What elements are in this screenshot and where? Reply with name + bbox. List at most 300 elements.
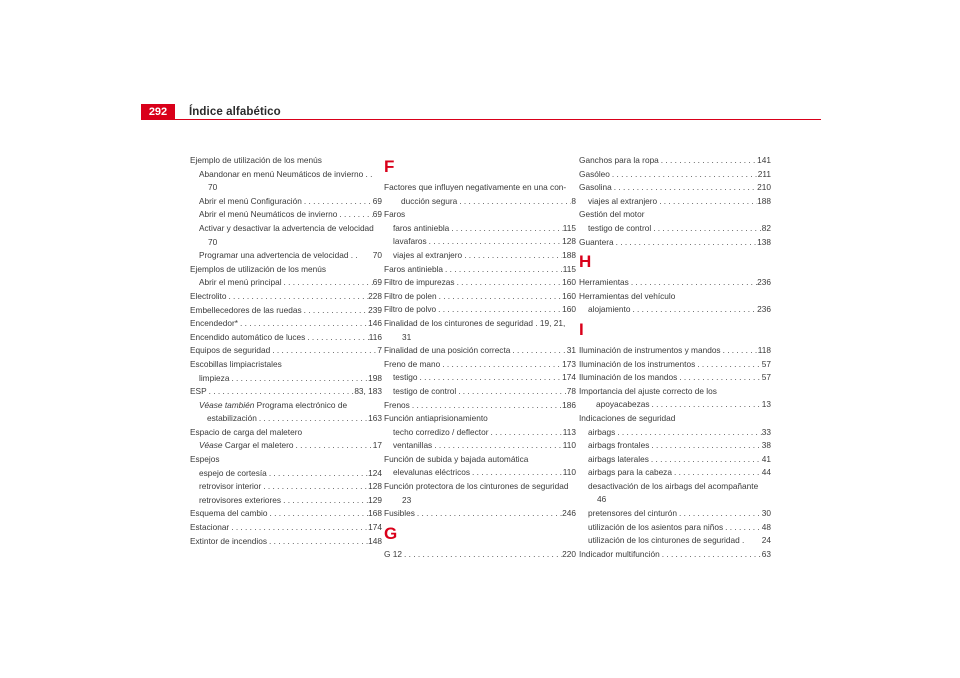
index-entry xyxy=(190,304,382,318)
dot-leader xyxy=(488,426,562,440)
index-entry-text xyxy=(588,195,657,209)
index-entry xyxy=(579,453,771,467)
index-letter-heading: H xyxy=(579,252,592,272)
index-entry-text xyxy=(579,371,677,385)
index-entry xyxy=(579,236,771,250)
index-entry-text xyxy=(384,507,415,521)
index-entry-label: Iluminación de los mandos xyxy=(579,372,678,383)
index-page-ref: 198 xyxy=(368,372,382,383)
index-entry-text xyxy=(384,548,402,562)
index-entry-label: testigo de control xyxy=(588,222,652,233)
index-entry-text xyxy=(199,439,294,453)
index-entry-text xyxy=(579,208,644,222)
index-entry xyxy=(579,181,771,195)
index-entry-text xyxy=(190,535,267,549)
index-entry-text xyxy=(190,453,220,467)
dot-leader xyxy=(267,535,368,549)
index-entry-text xyxy=(190,317,238,331)
index-letter-heading: F xyxy=(384,157,395,176)
index-page-ref: 129 xyxy=(368,494,382,505)
index-entry-label: viajes al extranjero xyxy=(393,249,463,260)
index-entry-text xyxy=(588,534,744,548)
index-page-ref: 7 xyxy=(377,345,382,356)
index-entry-text xyxy=(393,222,449,236)
index-entry xyxy=(384,548,576,562)
index-page-ref: 228 xyxy=(368,290,382,301)
index-entry xyxy=(579,439,771,453)
index-entry xyxy=(190,372,382,386)
index-page-ref: 24 xyxy=(761,535,771,546)
dot-leader xyxy=(456,385,567,399)
dot-leader xyxy=(672,466,762,480)
index-entry xyxy=(190,358,382,372)
index-entry xyxy=(384,317,576,344)
index-entry-text xyxy=(579,358,695,372)
dot-leader xyxy=(294,439,373,453)
index-entry xyxy=(579,521,771,535)
dot-leader xyxy=(660,548,762,562)
index-entry xyxy=(579,412,771,426)
index-page-ref: 160 xyxy=(562,277,576,288)
index-entry xyxy=(579,208,771,222)
index-entry xyxy=(190,494,382,508)
dot-leader xyxy=(226,290,368,304)
index-page-ref: 211 xyxy=(757,168,771,179)
index-page-ref: 236 xyxy=(757,277,771,288)
index-entry-label: testigo xyxy=(393,372,418,383)
index-entry-text xyxy=(384,303,436,317)
index-entry-label: Filtro de polvo xyxy=(384,304,437,315)
index-entry xyxy=(384,344,576,358)
index-page-ref-continued: 23 xyxy=(402,494,412,505)
index-entry-text xyxy=(190,154,322,168)
index-entry-text xyxy=(384,412,488,426)
index-entry-text xyxy=(199,276,282,290)
index-entry-text xyxy=(190,507,267,521)
index-entry xyxy=(579,548,771,562)
index-page-ref-continued: 31 xyxy=(402,331,412,342)
index-entry-text xyxy=(384,358,440,372)
index-entry-label: Faros xyxy=(384,209,406,220)
index-see-also: Véase también xyxy=(199,399,255,410)
index-entry-label: Filtro de impurezas xyxy=(384,277,455,288)
index-entry-label: airbags para la cabeza xyxy=(588,467,672,478)
index-entry-text xyxy=(199,480,261,494)
index-entry-text xyxy=(401,195,457,209)
page-number-badge xyxy=(141,104,175,120)
dot-leader xyxy=(440,358,562,372)
index-entry-text xyxy=(199,195,302,209)
dot-leader xyxy=(261,480,368,494)
index-entry xyxy=(190,195,382,209)
index-entry-text xyxy=(207,412,257,426)
dot-leader xyxy=(650,398,762,412)
index-entry-text xyxy=(579,385,717,399)
index-page-ref: 69 xyxy=(372,195,382,206)
index-page-ref: 69 xyxy=(372,277,382,288)
index-page-ref: 188 xyxy=(562,249,576,260)
index-entry-label: Gasóleo xyxy=(579,168,610,179)
index-entry xyxy=(190,208,382,222)
index-entry-label: Iluminación de instrumentos y mandos xyxy=(579,344,721,355)
index-page-ref: 173 xyxy=(562,358,576,369)
dot-leader xyxy=(677,371,762,385)
index-entry xyxy=(190,535,382,549)
index-entry-text xyxy=(190,385,207,399)
index-entry-label: Abrir el menú Neumáticos de invierno xyxy=(199,209,338,220)
dot-leader xyxy=(462,249,562,263)
index-entry-label: utilización de los asientos para niños xyxy=(588,521,724,532)
index-entry-label: Extintor de incendios xyxy=(190,535,268,546)
index-entry xyxy=(190,399,382,413)
dot-leader xyxy=(510,344,566,358)
index-entry-label: Encendedor* xyxy=(190,318,238,329)
index-entry-text xyxy=(579,236,614,250)
index-entry-text xyxy=(579,181,612,195)
index-page-ref: 174 xyxy=(562,372,576,383)
index-column-middle xyxy=(384,154,576,561)
dot-leader xyxy=(630,303,757,317)
index-entry-label: Finalidad de una posición correcta xyxy=(384,345,511,356)
index-page-ref-continued: 70 xyxy=(208,236,218,247)
index-entry xyxy=(384,507,576,521)
index-entry-label: apoyacabezas xyxy=(596,399,650,410)
index-entry-label: Indicador multifunción xyxy=(579,548,660,559)
index-page-ref: 138 xyxy=(757,236,771,247)
index-entry xyxy=(190,222,382,249)
index-entry-label: ventanillas xyxy=(393,440,433,451)
index-entry xyxy=(579,371,771,385)
index-entry xyxy=(579,385,771,399)
dot-leader xyxy=(695,358,762,372)
index-entry-label: Electrolito xyxy=(190,290,227,301)
index-entry-label: retrovisores exteriores xyxy=(199,494,282,505)
dot-leader xyxy=(432,439,563,453)
index-entry xyxy=(579,480,771,507)
index-entry-label: Herramientas xyxy=(579,277,629,288)
index-entry xyxy=(579,195,771,209)
index-entry xyxy=(384,358,576,372)
index-page-ref: 110 xyxy=(562,440,576,451)
index-page-ref: 124 xyxy=(368,467,382,478)
dot-leader xyxy=(427,235,562,249)
index-entry xyxy=(190,154,382,168)
index-entry-label: G 12 xyxy=(384,548,402,559)
index-entry xyxy=(579,154,771,168)
header-divider xyxy=(175,119,821,120)
index-entry-text xyxy=(579,154,659,168)
dot-leader xyxy=(610,168,758,182)
index-entry-label: ducción segura xyxy=(401,195,458,206)
index-entry-label: Espacio de carga del maletero xyxy=(190,426,303,437)
index-entry-label: Función protectora de los cinturones de seguridad xyxy=(384,481,569,492)
index-see-also: Véase xyxy=(199,440,223,451)
index-page-ref: 239 xyxy=(368,304,382,315)
dot-leader xyxy=(455,276,563,290)
index-entry-text xyxy=(190,521,229,535)
index-entry xyxy=(190,263,382,277)
index-page-ref: 31 xyxy=(566,345,576,356)
index-entry-text xyxy=(190,290,226,304)
index-entry-text xyxy=(588,439,649,453)
dot-leader xyxy=(657,195,757,209)
index-entry-text xyxy=(199,168,372,182)
index-entry xyxy=(579,276,771,290)
dot-leader xyxy=(443,263,563,277)
dot-leader xyxy=(270,344,377,358)
index-entry-label: limpieza xyxy=(199,372,230,383)
index-entry-label: Ganchos para la ropa xyxy=(579,155,659,165)
index-entry-label: Programa electrónico de xyxy=(254,399,348,410)
dot-leader xyxy=(337,208,372,222)
index-page-ref: 69 xyxy=(372,209,382,220)
index-page-ref: 110 xyxy=(562,467,576,478)
index-page-ref: 38 xyxy=(761,440,771,451)
index-page-ref: 70 xyxy=(372,250,382,261)
index-page-ref: 44 xyxy=(761,467,771,478)
index-entry-label: Escobillas limpiacristales xyxy=(190,358,282,369)
index-entry xyxy=(384,399,576,413)
index-entry xyxy=(384,208,576,222)
index-entry xyxy=(190,426,382,440)
index-entry xyxy=(190,480,382,494)
index-entry-label: utilización de los cinturones de seguridad . xyxy=(588,535,745,546)
dot-leader xyxy=(282,276,373,290)
index-entry xyxy=(384,453,576,467)
index-entry-text xyxy=(199,222,374,236)
index-page-ref: 41 xyxy=(761,453,771,464)
index-page-ref: 115 xyxy=(562,222,576,233)
index-entry-label: Freno de mano xyxy=(384,358,441,369)
dot-leader xyxy=(649,453,762,467)
index-entry-text xyxy=(384,344,510,358)
index-entry-label: Ejemplos de utilización de los menús xyxy=(190,263,327,274)
index-page-ref-continued: 70 xyxy=(208,182,218,193)
index-entry-label: airbags frontales xyxy=(588,440,650,451)
index-entry-label: Abrir el menú principal xyxy=(199,277,282,288)
index-entry-label: Filtro de polen xyxy=(384,290,437,301)
index-entry xyxy=(579,290,771,304)
index-entry-label: Función antiaprisionamiento xyxy=(384,413,488,424)
index-entry xyxy=(190,439,382,453)
dot-leader xyxy=(410,399,562,413)
index-entry-text xyxy=(190,426,302,440)
index-page-ref: 33 xyxy=(761,426,771,437)
index-entry xyxy=(579,303,771,317)
dot-leader xyxy=(612,181,757,195)
dot-leader xyxy=(257,412,368,426)
index-entry-text xyxy=(596,398,650,412)
index-entry-label: techo corredizo / deflector xyxy=(393,426,489,437)
index-entry xyxy=(579,398,771,412)
index-page-ref: 17 xyxy=(372,440,382,451)
index-page-ref: 78 xyxy=(566,385,576,396)
index-page-ref: 210 xyxy=(757,182,771,193)
index-page-ref: 148 xyxy=(368,535,382,546)
index-entry xyxy=(190,467,382,481)
index-entry-text xyxy=(190,344,270,358)
index-entry-text xyxy=(384,317,565,331)
index-entry xyxy=(579,534,771,548)
index-entry-label: faros antiniebla xyxy=(393,222,450,233)
index-page-ref: 174 xyxy=(368,522,382,533)
index-page-ref: 13 xyxy=(761,399,771,410)
index-entry-text xyxy=(579,168,610,182)
index-entry xyxy=(579,507,771,521)
index-entry-text xyxy=(393,249,462,263)
index-entry-text xyxy=(393,439,432,453)
index-entry xyxy=(190,276,382,290)
dot-leader xyxy=(281,494,368,508)
index-entry-label: ESP xyxy=(190,386,207,397)
index-entry-label: Encendido automático de luces xyxy=(190,331,306,342)
index-entry-text xyxy=(588,466,672,480)
index-entry xyxy=(190,453,382,467)
index-entry-text xyxy=(588,222,651,236)
index-entry-label: Embellecedores de las ruedas xyxy=(190,304,302,315)
index-entry-label: elevalunas eléctricos xyxy=(393,467,471,478)
index-entry-label: Ejemplo de utilización de los menús xyxy=(190,155,322,165)
index-entry xyxy=(190,290,382,304)
dot-leader xyxy=(302,195,373,209)
index-page-ref: 141 xyxy=(757,155,771,165)
index-entry-text xyxy=(190,358,282,372)
index-entry xyxy=(190,331,382,345)
index-entry-text xyxy=(588,507,677,521)
index-entry-text xyxy=(579,412,675,426)
index-entry-label: estabilización xyxy=(207,413,257,424)
index-entry-label: Factores que influyen negativamente en una con- xyxy=(384,182,567,192)
index-entry-label: Abandonar en menú Neumáticos de invierno . . xyxy=(199,168,373,179)
index-entry-text xyxy=(384,290,437,304)
index-entry xyxy=(384,235,576,249)
index-entry-text xyxy=(588,426,615,440)
index-entry xyxy=(190,412,382,426)
index-entry xyxy=(190,344,382,358)
index-column-right xyxy=(579,154,771,561)
index-entry xyxy=(579,168,771,182)
index-entry-text xyxy=(393,426,488,440)
index-entry-text xyxy=(579,276,629,290)
index-entry-text xyxy=(579,344,721,358)
index-entry-label: Faros antiniebla xyxy=(384,263,444,274)
dot-leader xyxy=(302,304,369,318)
index-entry xyxy=(384,276,576,290)
index-entry xyxy=(190,507,382,521)
index-entry xyxy=(384,439,576,453)
index-page-ref: 246 xyxy=(562,508,576,519)
index-entry xyxy=(190,249,382,263)
index-entry-text xyxy=(190,304,302,318)
index-entry-text xyxy=(393,235,427,249)
index-entry xyxy=(384,385,576,399)
index-page-ref: 220 xyxy=(562,548,576,559)
index-entry-text xyxy=(199,208,337,222)
dot-leader xyxy=(721,344,758,358)
index-entry-label: Guantera xyxy=(579,236,614,247)
index-entry xyxy=(384,480,576,507)
index-entry-text xyxy=(393,371,417,385)
index-entry-text xyxy=(190,331,305,345)
dot-leader xyxy=(677,507,762,521)
index-entry-label: Iluminación de los instrumentos xyxy=(579,358,696,369)
index-entry-label: Gestión del motor xyxy=(579,209,645,220)
index-entry-label: Cargar el maletero xyxy=(222,440,294,451)
index-page-ref: 63 xyxy=(761,548,771,559)
dot-leader xyxy=(436,303,562,317)
index-entry-label: Activar y desactivar la advertencia de velocidad xyxy=(199,222,374,233)
index-entry xyxy=(384,181,576,195)
index-entry xyxy=(579,222,771,236)
index-page-ref: 128 xyxy=(562,236,576,247)
index-entry-label: Esquema del cambio xyxy=(190,508,268,519)
index-entry-text xyxy=(384,480,569,494)
index-entry-text xyxy=(199,467,267,481)
page-number: 292 xyxy=(148,106,168,118)
index-entry xyxy=(190,317,382,331)
dot-leader xyxy=(615,426,762,440)
index-entry xyxy=(579,344,771,358)
index-entry xyxy=(384,249,576,263)
index-entry-label: Gasolina xyxy=(579,182,612,193)
dot-leader xyxy=(449,222,562,236)
index-entry-label: Finalidad de los cinturones de seguridad . 19, 21, xyxy=(384,317,566,328)
index-column-left xyxy=(190,154,382,548)
page-header xyxy=(141,99,821,119)
dot-leader xyxy=(267,467,368,481)
index-page-ref: 146 xyxy=(368,318,382,329)
page-title: Índice alfabético xyxy=(189,106,281,118)
index-entry xyxy=(384,371,576,385)
dot-leader xyxy=(437,290,563,304)
dot-leader xyxy=(614,236,758,250)
index-entry-text xyxy=(199,249,358,263)
dot-leader xyxy=(457,195,571,209)
index-page-ref: 30 xyxy=(761,508,771,519)
dot-leader xyxy=(470,466,563,480)
index-entry-text xyxy=(384,399,410,413)
index-entry-text xyxy=(190,263,326,277)
index-entry-text xyxy=(384,276,455,290)
index-page-ref: 8 xyxy=(571,195,576,206)
index-page-ref: 57 xyxy=(761,358,771,369)
index-entry-text xyxy=(588,453,649,467)
index-entry-label: desactivación de los airbags del acompañante xyxy=(588,480,759,491)
index-entry-label: Espejos xyxy=(190,454,220,465)
dot-leader xyxy=(229,521,368,535)
index-entry-label: Herramientas del vehículo xyxy=(579,290,676,301)
index-letter-heading: I xyxy=(579,319,584,339)
index-entry-label: Indicaciones de seguridad xyxy=(579,412,676,423)
index-entry-label: pretensores del cinturón xyxy=(588,508,678,519)
index-page-ref: 186 xyxy=(562,399,576,410)
index-entry-text xyxy=(393,466,470,480)
index-entry xyxy=(384,290,576,304)
dot-leader xyxy=(305,331,368,345)
index-entry-label: alojamiento xyxy=(588,304,631,315)
index-entry xyxy=(384,303,576,317)
dot-leader xyxy=(238,317,368,331)
index-page-ref: 163 xyxy=(368,413,382,424)
index-letter-heading: G xyxy=(384,523,398,543)
index-entry-text xyxy=(588,521,723,535)
index-entry xyxy=(190,385,382,399)
index-entry-label: Equipos de seguridad xyxy=(190,345,271,356)
index-entry-label: airbags xyxy=(588,426,616,437)
index-entry-label: Función de subida y bajada automática xyxy=(384,453,529,464)
index-entry-label: Estacionar xyxy=(190,522,230,533)
index-entry xyxy=(190,168,382,195)
